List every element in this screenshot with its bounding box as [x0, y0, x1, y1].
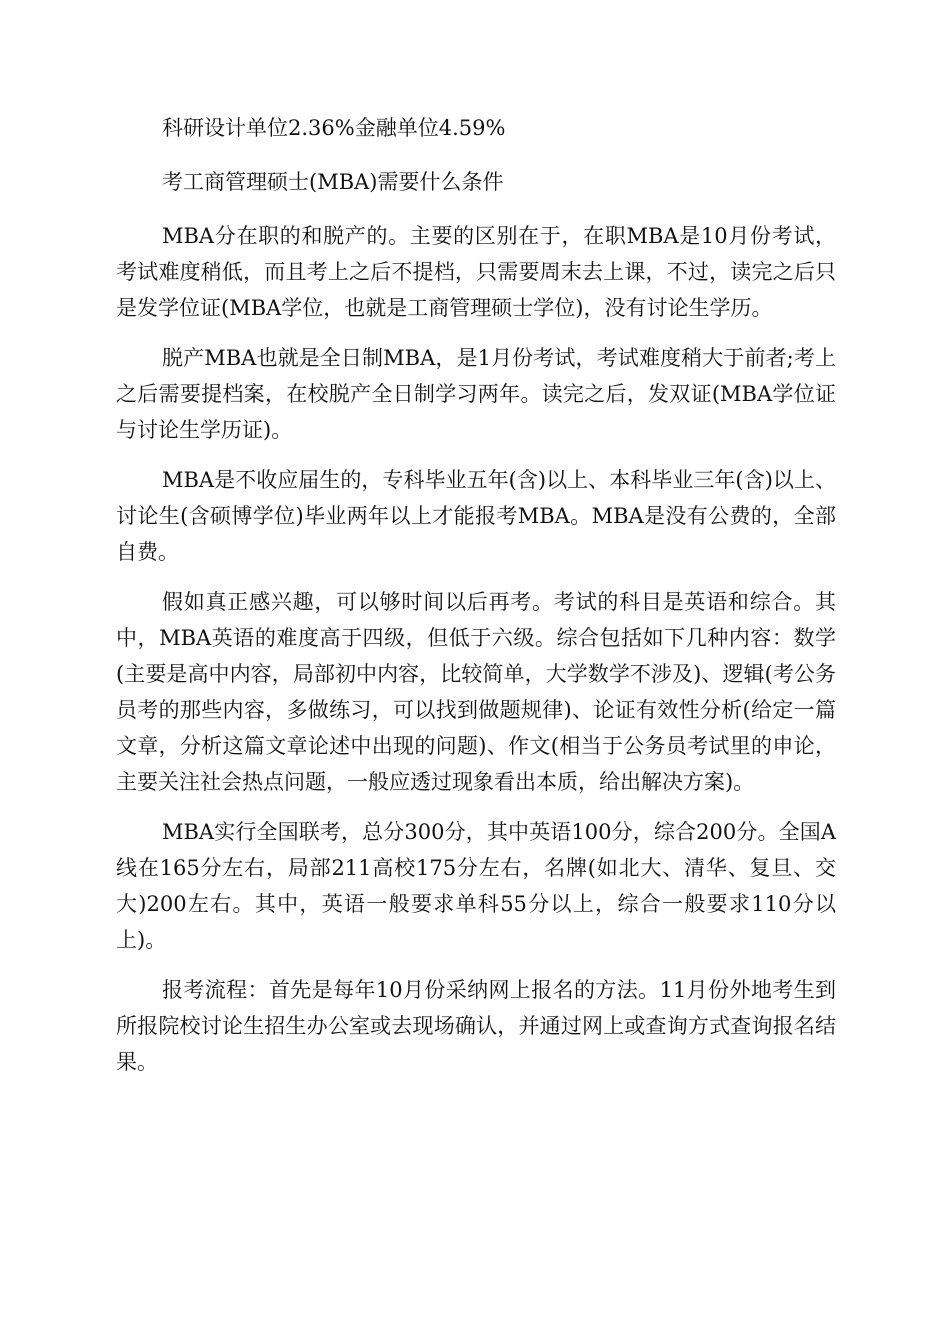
document-body [116, 110, 836, 1094]
section-heading: 考工商管理硕士(MBA)需要什么条件 [162, 170, 504, 194]
paragraph: MBA是不收应届生的，专科毕业五年(含)以上、本科毕业三年(含)以上、讨论生(含硕博学位)毕业两年以上才能报考MBA。MBA是没有公费的，全部自费。 [116, 468, 836, 564]
paragraph: 脱产MBA也就是全日制MBA，是1月份考试，考试难度稍大于前者;考上之后需要提档案，在校脱产全日制学习两年。读完之后，发双证(MBA学位证与讨论生学历证)。 [116, 346, 836, 442]
stat-line: 科研设计单位2.36%金融单位4.59% [162, 116, 506, 140]
paragraph: 假如真正感兴趣，可以够时间以后再考。考试的科目是英语和综合。其中，MBA英语的难度高于四级，但低于六级。综合包括如下几种内容：数学(主要是高中内容，局部初中内容，比较简单，大学数学不涉及)、逻辑(考公务员考的那些内容，多做练习，可以找到做题规律)、论证有效性分析(给定一篇文章，分析这篇文章论述中出现的问题)、作文(相当于公务员考试里的申论，主要关注社会热点问题，一般应透过现象看出本质，给出解决方案)。 [116, 590, 836, 794]
paragraph: MBA实行全国联考，总分300分，其中英语100分，综合200分。全国A线在165分左右，局部211高校175分左右，名牌(如北大、清华、复旦、交大)200左右。其中，英语一般要求单科55分以上，综合一般要求110分以上)。 [116, 820, 836, 952]
paragraph: MBA分在职的和脱产的。主要的区别在于，在职MBA是10月份考试，考试难度稍低，而且考上之后不提档，只需要周末去上课，不过，读完之后只是发学位证(MBA学位，也就是工商管理硕士学位)，没有讨论生学历。 [116, 224, 836, 320]
paragraph: 报考流程：首先是每年10月份采纳网上报名的方法。11月份外地考生到所报院校讨论生招生办公室或去现场确认，并通过网上或查询方式查询报名结果。 [116, 978, 836, 1074]
